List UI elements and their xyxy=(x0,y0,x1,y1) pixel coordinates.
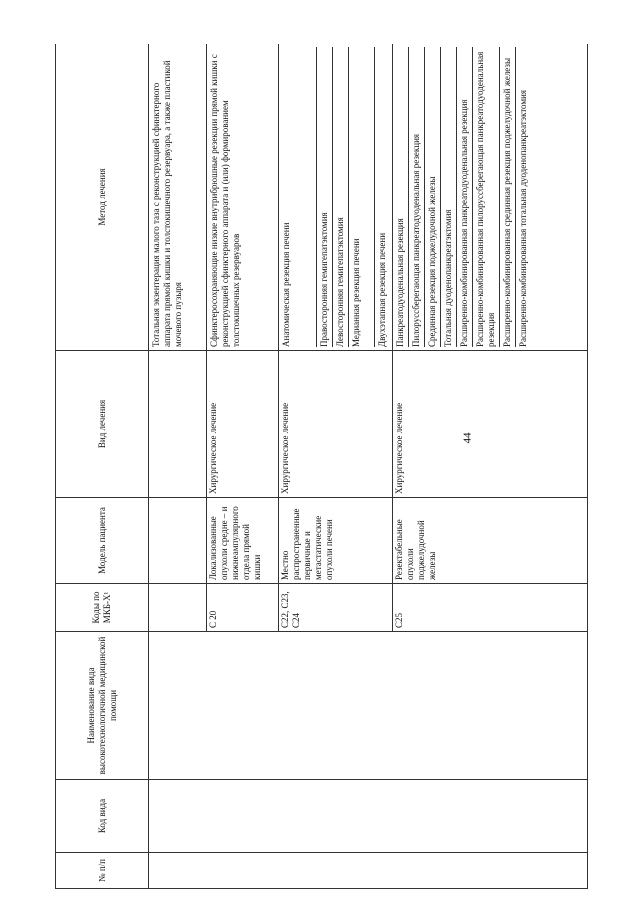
method-item: Расширенно-комбинированная пилоруссберегающая панкреатодуоденальная резекция xyxy=(472,47,499,347)
header-num: № п/п xyxy=(56,853,149,889)
method-cell xyxy=(149,44,207,351)
method-item: Тотальная дуоденопанкреатэктомия xyxy=(440,47,456,347)
header-model: Модель пациента xyxy=(56,498,149,584)
mkb-cell: C22, C23, C24 xyxy=(279,584,393,632)
method-item: Расширенно-комбинированная тотальная дуоденопанкреатэктомия xyxy=(515,47,531,347)
treatment-table xyxy=(55,44,588,889)
method-cell xyxy=(279,44,393,351)
header-mkb: Коды по МКБ-X¹ xyxy=(56,584,149,632)
method-item: Правосторонняя гемигепатэктомия xyxy=(316,47,332,347)
method-item: Медианная резекция печени xyxy=(348,47,374,347)
treatment-cell xyxy=(149,351,207,498)
treatment-cell: Хирургическое лечение xyxy=(279,351,393,498)
rotated-page xyxy=(55,44,588,889)
treatment-cell: Хирургическое лечение xyxy=(207,351,279,498)
num-cell xyxy=(149,853,588,889)
method-item: Пилоруссберегающая панкреатодуоденальная резекция xyxy=(408,47,424,347)
model-cell: Локализованные опухоли средне – и нижнеампулярного отдела прямой кишки xyxy=(207,498,279,584)
page-number: 44 xyxy=(461,432,474,444)
model-cell: Резектабельные опухоли поджелудочной железы xyxy=(393,498,588,584)
code-cell xyxy=(149,780,588,853)
method-item: Расширенно-комбинированная панкреатодуоденальная резекция xyxy=(456,47,472,347)
model-cell xyxy=(149,498,207,584)
table-sheet xyxy=(55,44,588,889)
method-cell xyxy=(393,44,588,351)
header-row xyxy=(56,44,149,889)
header-code: Код вида xyxy=(56,780,149,853)
treatment-cell: Хирургическое лечение xyxy=(393,351,588,498)
name-cell xyxy=(149,632,588,780)
model-cell: Местно распространенные первичные и метастатические опухоли печени xyxy=(279,498,393,584)
method-item: Расширенно-комбинированная срединная резекция поджелудочной железы xyxy=(499,47,515,347)
mkb-cell xyxy=(149,584,207,632)
mkb-cell: C 20 xyxy=(207,584,279,632)
header-name: Наименование вида высокотехнологичной медицинской помощи xyxy=(56,632,149,780)
mkb-cell: C25 xyxy=(393,584,588,632)
header-treatment: Вид лечения xyxy=(56,351,149,498)
header-method: Метод лечения xyxy=(56,44,149,351)
method-item: Анатомическая резекция печени xyxy=(281,222,291,347)
table-row xyxy=(149,44,207,889)
method-item: Сфинктеросохраняющие низкие внутрибрюшные резекции прямой кишки с реконструкцией сфинктерного аппарата и (или) формированием толстокишечных резервуаров xyxy=(209,54,241,347)
method-cell xyxy=(207,44,279,351)
method-item: Двухэтапная резекция печени xyxy=(374,47,390,347)
method-item: Левосторонняя гемигепатэктомия xyxy=(332,47,348,347)
method-item: Тотальная экзентерация малого таза с реконструкцией сфинктерного аппарата прямой кишки и толстокишечного резервуара, а также пластикой мочевого пузыря xyxy=(151,60,183,347)
method-item: Панкреатодуоденальная резекция xyxy=(395,218,405,347)
method-item: Срединная резекция поджелудочной железы xyxy=(424,47,440,347)
